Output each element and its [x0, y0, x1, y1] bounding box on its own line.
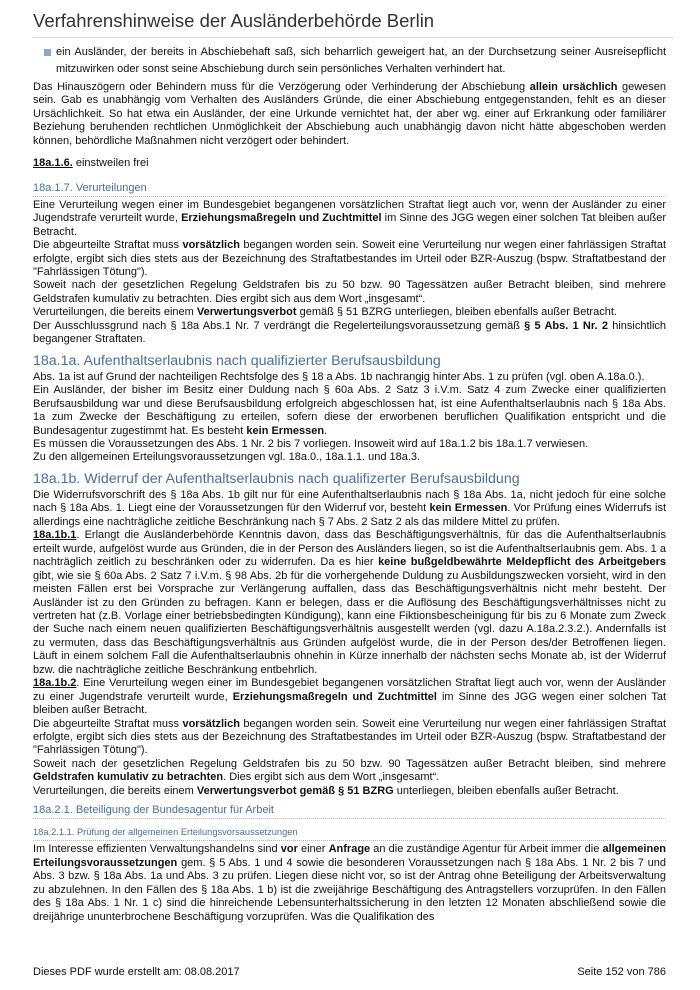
- document-title: Verfahrenshinweise der Ausländerbehörde Berlin: [33, 10, 673, 38]
- paragraph: Soweit nach der gesetzlichen Regelung Geldstrafen bis zu 50 bzw. 90 Tagessätzen außer Betracht bleiben, sind mehrere Geldstrafen kumulativ zu betrachten. Dies ergibt sich aus dem Wort „insgesamt“.: [33, 279, 666, 305]
- list-item: [33, 44, 666, 78]
- section-reference-18a16: 18a.1.6. einstweilen frei: [33, 157, 149, 170]
- paragraph: Ein Ausländer, der bisher im Besitz einer Duldung nach § 60a Abs. 2 Satz 3 i.V.m. Satz 4 zum Zwecke einer qualifizierten Berufsausbildung war und diese Berufsausbildung erfolgreich abgeschlossen hat, ist eine Aufenthaltserlaubnis nach § 18a Abs. 1a zum Zwecke der Beschäftigung zu erteilen, sofern diese der erworbenen beruflichen Qualifikation entspricht und die Bundesagentur zugestimmt hat. Es besteht kein Ermessen.: [33, 384, 666, 437]
- paragraph: Es müssen die Voraussetzungen des Abs. 1 Nr. 2 bis 7 vorliegen. Insoweit wird auf 18a.1.2 bis 18a.1.7 verwiesen.: [33, 437, 589, 450]
- paragraph: Zu den allgemeinen Erteilungsvoraussetzungen vgl. 18a.0., 18a.1.1. und 18a.3.: [33, 451, 421, 464]
- paragraph: 18a.1b.1. Erlangt die Ausländerbehörde Kenntnis davon, dass das Beschäftigungsverhältnis, für das die Aufenthaltserlaubnis erteilt wurde, aufgelöst wurde aus Gründen, die in der Person des Ausländers liegen, so ist die Aufenthaltserlaubnis gem. Abs. 1 a nachträglich zeitlich zu beschränken oder zu widerrufen. Da es hier keine bußgeldbewährte Meldepflicht des Arbeitgebers gibt, wie sie § 60a Abs. 2 Satz 7 i.V.m. § 98 Abs. 2b für die vorhergehende Duldung zu Ausbildungszwecken vorsieht, wird in den meisten Fällen erst bei Vorsprache zur Verlängerung auffallen, dass das Beschäftigungsverhältnis nicht mehr besteht. Der Ausländer ist zu den Gründen zu befragen. Kann er belegen, dass er die Auflösung des Beschäftigungsverhältnisses nicht zu vertreten hat (z.B. Vorlage einer betriebsbedingten Kündigung), kann eine Fiktionsbescheinigung für bis zu 6 Monate zum Zweck der Suche nach einem neuen qualifizierten Beschäftigungsverhältnis ausgestellt werden (vgl. dazu A.18a.2.3.2.). Andernfalls ist zu vermuten, dass das Beschäftigungsverhältnis aus Gründen aufgelöst wurde, die in der Person des/der Betroffenen liegen. Läuft in einem solchem Fall die Aufenthaltserlaubnis ohnehin in Kürze innerhalb der nächsten sechs Monate ab, ist der Widerruf bzw. die nachträgliche zeitliche Beschränkung entbehrlich.: [33, 529, 666, 676]
- footer-created-date: Dieses PDF wurde erstellt am: 08.08.2017: [33, 966, 240, 978]
- paragraph: Abs. 1a ist auf Grund der nachteiligen Rechtsfolge des § 18 a Abs. 1b nachrangig hinter Abs. 1 zu prüfen (vgl. oben A.18a.0.).: [33, 370, 645, 383]
- page-footer: [33, 966, 666, 978]
- section-heading-18a17: 18a.1.7. Verurteilungen: [33, 182, 666, 197]
- paragraph: Der Ausschlussgrund nach § 18a Abs.1 Nr. 7 verdrängt die Regelerteilungsvoraussetzung gemäß § 5 Abs. 1 Nr. 2 hinsichtlich begangener Straftaten.: [33, 319, 667, 346]
- section-heading-18a1a: 18a.1a. Aufenthaltserlaubnis nach qualifizierter Berufsausbildung: [33, 352, 441, 369]
- reference-link[interactable]: 18a.1b.1: [33, 529, 77, 542]
- reference-link[interactable]: 18a.1b.2: [33, 677, 77, 690]
- section-heading-18a21: 18a.2.1. Beteiligung der Bundesagentur für Arbeit: [33, 804, 666, 819]
- paragraph: Die abgeurteilte Straftat muss vorsätzlich begangen worden sein. Soweit eine Verurteilung nur wegen einer fahrlässigen Straftat erfolgte, ergibt sich dies stets aus der Bezeichnung des Straftatbestandes im Urteil oder BZR-Auszug (bspw. Straftatbestand der "Fahrlässigen Tötung").: [33, 717, 666, 757]
- section-heading-18a1b: 18a.1b. Widerruf der Aufenthaltserlaubnis nach qualifizerter Berufsausbildung: [33, 470, 520, 487]
- paragraph: Die abgeurteilte Straftat muss vorsätzlich begangen worden sein. Soweit eine Verurteilung nur wegen einer fahrlässigen Straftat erfolgte, ergibt sich dies stets aus der Bezeichnung des Straftatbestandes im Urteil oder BZR-Auszug (bspw. Straftatbestand der "Fahrlässigen Tötung").: [33, 239, 666, 278]
- footer-page-number: Seite 152 von 786: [577, 966, 666, 978]
- paragraph: Im Interesse effizienten Verwaltungshandelns sind vor einer Anfrage an die zuständige Agentur für Arbeit immer die allgemeinen Erteilungsvoraussetzungen gem. § 5 Abs. 1 und 4 sowie die besonderen Voraussetzungen nach § 18a Abs. 1 Nr. 2 bis 7 und Abs. 3 bzw. § 18a Abs. 1a und Abs. 3 zu prüfen. Liegen diese nicht vor, so ist der Antrag ohne Beteiligung der Arbeitsverwaltung zu abzulehnen. In den Fällen des § 18a Abs. 1 b) ist die zweijährige Beschäftigung des Antragstellers vorzuprüfen. In den Fällen des § 18a Abs. 1 Nr. 1 c) sind die hinreichende Lebensunterhaltssicherung in den letzten 12 Monaten abschließend sowie die dreijährige ununterbrochene Beschäftigung vorzuprüfen. Was die Qualifikation des: [33, 843, 667, 923]
- paragraph: 18a.1b.2. Eine Verurteilung wegen einer im Bundesgebiet begangenen vorsätzlichen Straftat liegt auch vor, wenn der Ausländer zu einer Jugendstrafe verurteilt wurde, Erziehungsmaßregeln und Zuchtmittel im Sinne des JGG wegen einer solchen Tat bleiben außer Betracht.: [33, 677, 667, 717]
- paragraph: Die Widerrufsvorschrift des § 18a Abs. 1b gilt nur für eine Aufenthaltserlaubnis nach § 18a Abs. 1a, nicht jedoch für eine solche nach § 18a Abs. 1. Liegt eine der Voraussetzungen für den Widerruf vor, besteht kein Ermessen. Vor Prüfung eines Widerrufs ist allerdings eine nachträgliche zeitliche Beschränkung nach § 7 Abs. 2 Satz 2 als das mildere Mittel zu prüfen.: [33, 488, 667, 528]
- paragraph: Verurteilungen, die bereits einem Verwertungsverbot gemäß § 51 BZRG unterliegen, bleiben ebenfalls außer Betracht.: [33, 784, 619, 797]
- bullet-icon: [44, 49, 51, 56]
- bullet-text: ein Ausländer, der bereits in Abschiebehaft saß, sich beharrlich geweigert hat, an der Durchsetzung seiner Ausreisepflicht mitzuwirken oder sonst seine Abschiebung durch sein persönliches Verhalten verhindert hat.: [56, 46, 666, 75]
- paragraph: Das Hinauszögern oder Behindern muss für die Verzögerung oder Verhinderung der Abschiebung allein ursächlich gewesen sein. Gab es unabhängig vom Verhalten des Ausländers Gründe, die einer Abschiebung entgegenstanden, fehlt es an dieser Ursächlichkeit. So hat etwa ein Ausländer, der eine Urkunde vernichtet hat, der aber wg. einer auf Erkrankung oder familiärer Beziehung beruhenden rechtlichen Unmöglichkeit der Abschiebung auch unabhängig davon nicht hätte abgeschoben werden können, behördliche Maßnahmen nicht verzögert oder behindert.: [33, 81, 667, 147]
- reference-link[interactable]: 18a.1.6.: [33, 157, 73, 170]
- paragraph: Verurteilungen, die bereits einem Verwertungsverbot gemäß § 51 BZRG unterliegen, bleiben ebenfalls außer Betracht.: [33, 306, 617, 319]
- paragraph: Soweit nach der gesetzlichen Regelung Geldstrafen bis zu 50 bzw. 90 Tagessätzen außer Betracht bleiben, sind mehrere Geldstrafen kumulativ zu betrachten. Dies ergibt sich aus dem Wort „insgesamt“.: [33, 757, 666, 784]
- paragraph: Eine Verurteilung wegen einer im Bundesgebiet begangenen vorsätzlichen Straftat liegt auch vor, wenn der Ausländer zu einer Jugendstrafe verurteilt wurde, Erziehungsmaßregeln und Zuchtmittel im Sinne des JGG wegen einer solchen Tat bleiben außer Betracht.: [33, 198, 666, 238]
- document-body: [33, 44, 666, 924]
- section-heading-18a211: 18a.2.1.1. Prüfung der allgemeinen Erteilungsvorsaussetzungen: [33, 827, 666, 841]
